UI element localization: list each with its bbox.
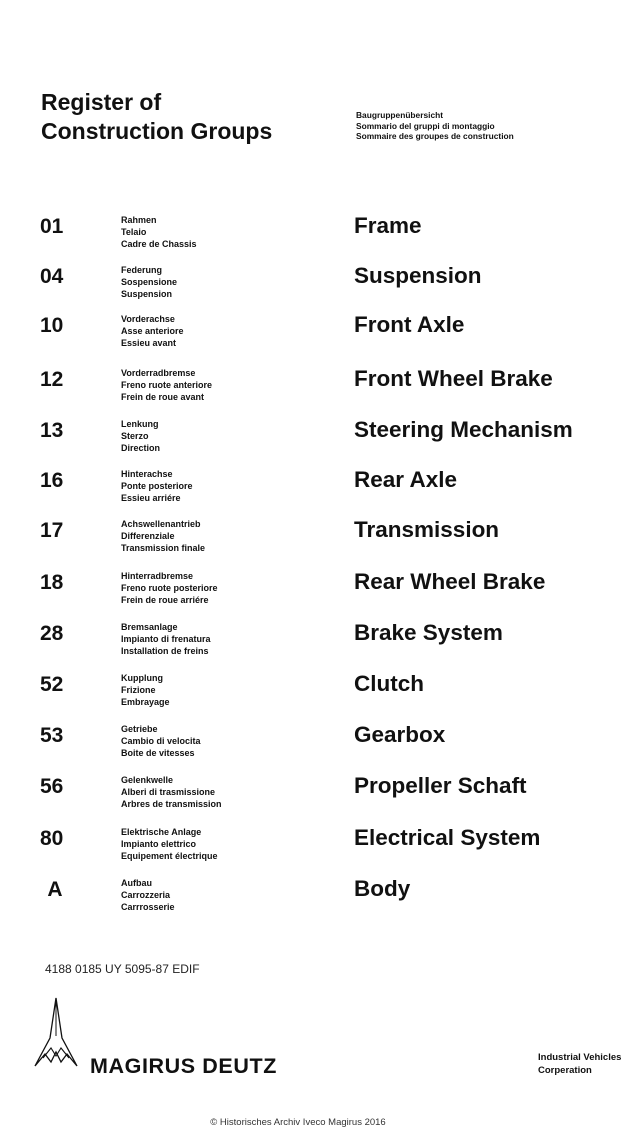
group-translations bbox=[121, 264, 321, 301]
subtitle-italian: Sommario del gruppi di montaggio bbox=[356, 120, 495, 131]
group-name-italian: Sospensione bbox=[121, 277, 178, 288]
magirus-logo-icon bbox=[33, 996, 79, 1068]
group-name-french: Essieu arriére bbox=[121, 493, 181, 504]
group-name-german: Lenkung bbox=[121, 419, 159, 429]
group-row bbox=[0, 418, 640, 464]
group-name-french: Cadre de Chassis bbox=[121, 239, 197, 250]
copyright-notice: © Historisches Archiv Iveco Magirus 2016 bbox=[210, 1117, 386, 1128]
group-code: 01 bbox=[40, 215, 64, 238]
group-row bbox=[0, 877, 640, 923]
group-name-french: Frein de roue arriére bbox=[121, 595, 209, 606]
group-name-french: Transmission finale bbox=[121, 543, 206, 554]
group-code: 53 bbox=[40, 724, 64, 747]
group-code: A bbox=[47, 878, 63, 901]
group-code: 52 bbox=[40, 673, 64, 696]
group-name-english: Transmission bbox=[354, 517, 500, 542]
group-row bbox=[0, 621, 640, 667]
group-translations bbox=[121, 723, 321, 760]
group-name-english: Electrical System bbox=[354, 825, 541, 850]
subtitle-translations bbox=[356, 110, 514, 142]
group-name-english: Steering Mechanism bbox=[354, 417, 573, 442]
group-name-german: Vorderachse bbox=[121, 314, 175, 324]
group-name-french: Embrayage bbox=[121, 697, 170, 708]
group-translations bbox=[121, 570, 321, 607]
group-translations bbox=[121, 877, 321, 914]
company-name bbox=[538, 1052, 621, 1077]
group-row bbox=[0, 214, 640, 260]
group-translations bbox=[121, 826, 321, 863]
group-name-italian: Alberi di trasmissione bbox=[121, 787, 216, 798]
group-name-french: Essieu avant bbox=[121, 338, 177, 349]
group-name-italian: Differenziale bbox=[121, 531, 175, 542]
subtitle-german: Baugruppenübersicht bbox=[356, 110, 444, 120]
group-name-english: Frame bbox=[354, 213, 422, 238]
group-name-italian: Telaio bbox=[121, 227, 147, 238]
group-row bbox=[0, 264, 640, 310]
group-name-english: Clutch bbox=[354, 671, 424, 696]
group-translations bbox=[121, 468, 321, 505]
group-translations bbox=[121, 672, 321, 709]
group-name-german: Kupplung bbox=[121, 673, 163, 683]
group-name-english: Gearbox bbox=[354, 722, 446, 747]
group-name-german: Hinterachse bbox=[121, 469, 173, 479]
group-name-german: Gelenkwelle bbox=[121, 775, 174, 785]
group-name-german: Achswellenantrieb bbox=[121, 519, 201, 529]
group-code: 16 bbox=[40, 469, 64, 492]
group-name-french: Carrrosserie bbox=[121, 902, 175, 913]
group-name-english: Rear Wheel Brake bbox=[354, 569, 546, 594]
group-row bbox=[0, 468, 640, 514]
group-code: 28 bbox=[40, 622, 64, 645]
group-code: 17 bbox=[40, 519, 64, 542]
group-name-french: Suspension bbox=[121, 289, 173, 300]
group-name-italian: Sterzo bbox=[121, 431, 149, 442]
group-name-german: Vorderradbremse bbox=[121, 368, 196, 378]
brand-wordmark: MAGIRUS DEUTZ bbox=[90, 1054, 277, 1078]
group-name-english: Propeller Schaft bbox=[354, 773, 527, 798]
group-name-german: Getriebe bbox=[121, 724, 158, 734]
group-row bbox=[0, 367, 640, 413]
group-name-german: Elektrische Anlage bbox=[121, 827, 202, 837]
page-title-line1: Register of bbox=[41, 89, 162, 115]
group-name-french: Direction bbox=[121, 443, 161, 454]
group-translations bbox=[121, 621, 321, 658]
group-code: 13 bbox=[40, 419, 64, 442]
group-name-italian: Impianto di frenatura bbox=[121, 634, 211, 645]
group-name-italian: Carrozzeria bbox=[121, 890, 171, 901]
group-name-german: Federung bbox=[121, 265, 163, 275]
group-name-french: Installation de freins bbox=[121, 646, 209, 657]
company-name-line1: Industrial Vehicles bbox=[538, 1052, 622, 1063]
group-name-english: Front Axle bbox=[354, 312, 465, 337]
group-name-german: Hinterradbremse bbox=[121, 571, 194, 581]
group-translations bbox=[121, 518, 321, 555]
group-translations bbox=[121, 367, 321, 404]
document-number: 4188 0185 UY 5095-87 EDIF bbox=[45, 962, 200, 976]
group-row bbox=[0, 774, 640, 820]
group-row bbox=[0, 313, 640, 359]
group-name-german: Aufbau bbox=[121, 878, 152, 888]
group-name-french: Equipement électrique bbox=[121, 851, 218, 862]
group-name-italian: Freno ruote posteriore bbox=[121, 583, 218, 594]
group-name-german: Rahmen bbox=[121, 215, 157, 225]
group-name-english: Rear Axle bbox=[354, 467, 457, 492]
page-title-line2: Construction Groups bbox=[41, 118, 273, 144]
group-name-italian: Frizione bbox=[121, 685, 156, 696]
group-row bbox=[0, 723, 640, 769]
group-row bbox=[0, 570, 640, 616]
group-translations bbox=[121, 214, 321, 251]
page-title bbox=[41, 88, 341, 146]
group-name-french: Frein de roue avant bbox=[121, 392, 205, 403]
group-translations bbox=[121, 313, 321, 350]
group-name-french: Boite de vitesses bbox=[121, 748, 195, 759]
group-name-english: Body bbox=[354, 876, 411, 901]
group-code: 80 bbox=[40, 827, 64, 850]
group-row bbox=[0, 518, 640, 564]
group-code: 12 bbox=[40, 368, 64, 391]
company-name-line2: Corperation bbox=[538, 1064, 592, 1076]
group-name-italian: Ponte posteriore bbox=[121, 481, 193, 492]
group-name-french: Arbres de transmission bbox=[121, 799, 222, 810]
group-name-english: Front Wheel Brake bbox=[354, 366, 553, 391]
group-code: 18 bbox=[40, 571, 64, 594]
group-row bbox=[0, 672, 640, 718]
group-code: 04 bbox=[40, 265, 64, 288]
group-code: 10 bbox=[40, 314, 64, 337]
subtitle-french: Sommaire des groupes de construction bbox=[356, 131, 514, 141]
group-translations bbox=[121, 774, 321, 811]
group-name-italian: Freno ruote anteriore bbox=[121, 380, 213, 391]
group-name-italian: Cambio di velocita bbox=[121, 736, 201, 747]
group-name-italian: Impianto elettrico bbox=[121, 839, 197, 850]
group-name-german: Bremsanlage bbox=[121, 622, 178, 632]
group-name-italian: Asse anteriore bbox=[121, 326, 184, 337]
group-name-english: Suspension bbox=[354, 263, 482, 288]
group-row bbox=[0, 826, 640, 872]
group-code: 56 bbox=[40, 775, 64, 798]
group-name-english: Brake System bbox=[354, 620, 503, 645]
group-translations bbox=[121, 418, 321, 455]
